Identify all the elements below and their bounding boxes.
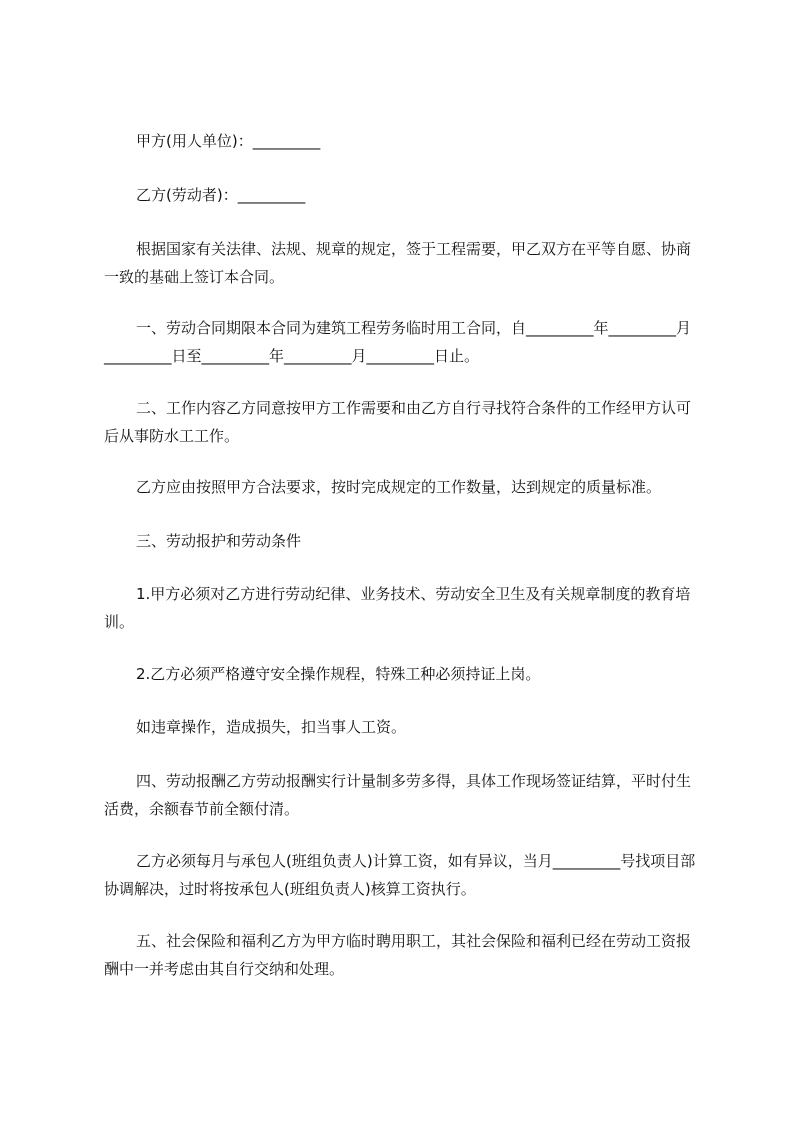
party-b-line: 乙方(劳动者)：_________ [136,186,306,204]
clause-3-item-1: 1.甲方必须对乙方进行劳动纪律、业务技术、劳动安全卫生及有关规章制度的教育培训。 [104,585,691,631]
clause-1-term: 一、劳动合同期限本合同为建筑工程劳务临时用工合同，自_________年_________月_________日至_________年_________月_________日止。 [104,319,692,365]
clause-3-item-2: 2.乙方必须严格遵守安全操作规程，特殊工种必须持证上岗。 [136,665,541,683]
clause-4-remuneration: 四、劳动报酬乙方劳动报酬实行计量制多劳多得，具体工作现场签证结算，平时付生活费，余额春节前全额付清。 [104,772,692,818]
preamble-paragraph: 根据国家有关法律、法规、规章的规定，签于工程需要，甲乙双方在平等自愿、协商一致的基础上签订本合同。 [104,240,692,286]
clause-3-heading: 三、劳动报护和劳动条件 [136,532,302,550]
clause-2-quality: 乙方应由按照甲方合法要求，按时完成规定的工作数量，达到规定的质量标准。 [136,478,662,496]
clause-5-insurance: 五、社会保险和福利乙方为甲方临时聘用职工，其社会保险和福利已经在劳动工资报酬中一并考虑由其自行交纳和处理。 [104,932,692,978]
party-a-line: 甲方(用人单位)：_________ [136,132,321,150]
clause-2-work-content: 二、工作内容乙方同意按甲方工作需要和由乙方自行寻找符合条件的工作经甲方认可后从事防水工工作。 [104,399,692,445]
clause-4-wage-calculation: 乙方必须每月与承包人(班组负责人)计算工资，如有异议，当月_________号找项目部协调解决，过时将按承包人(班组负责人)核算工资执行。 [104,852,696,898]
violation-penalty: 如违章操作，造成损失，扣当事人工资。 [136,718,407,736]
